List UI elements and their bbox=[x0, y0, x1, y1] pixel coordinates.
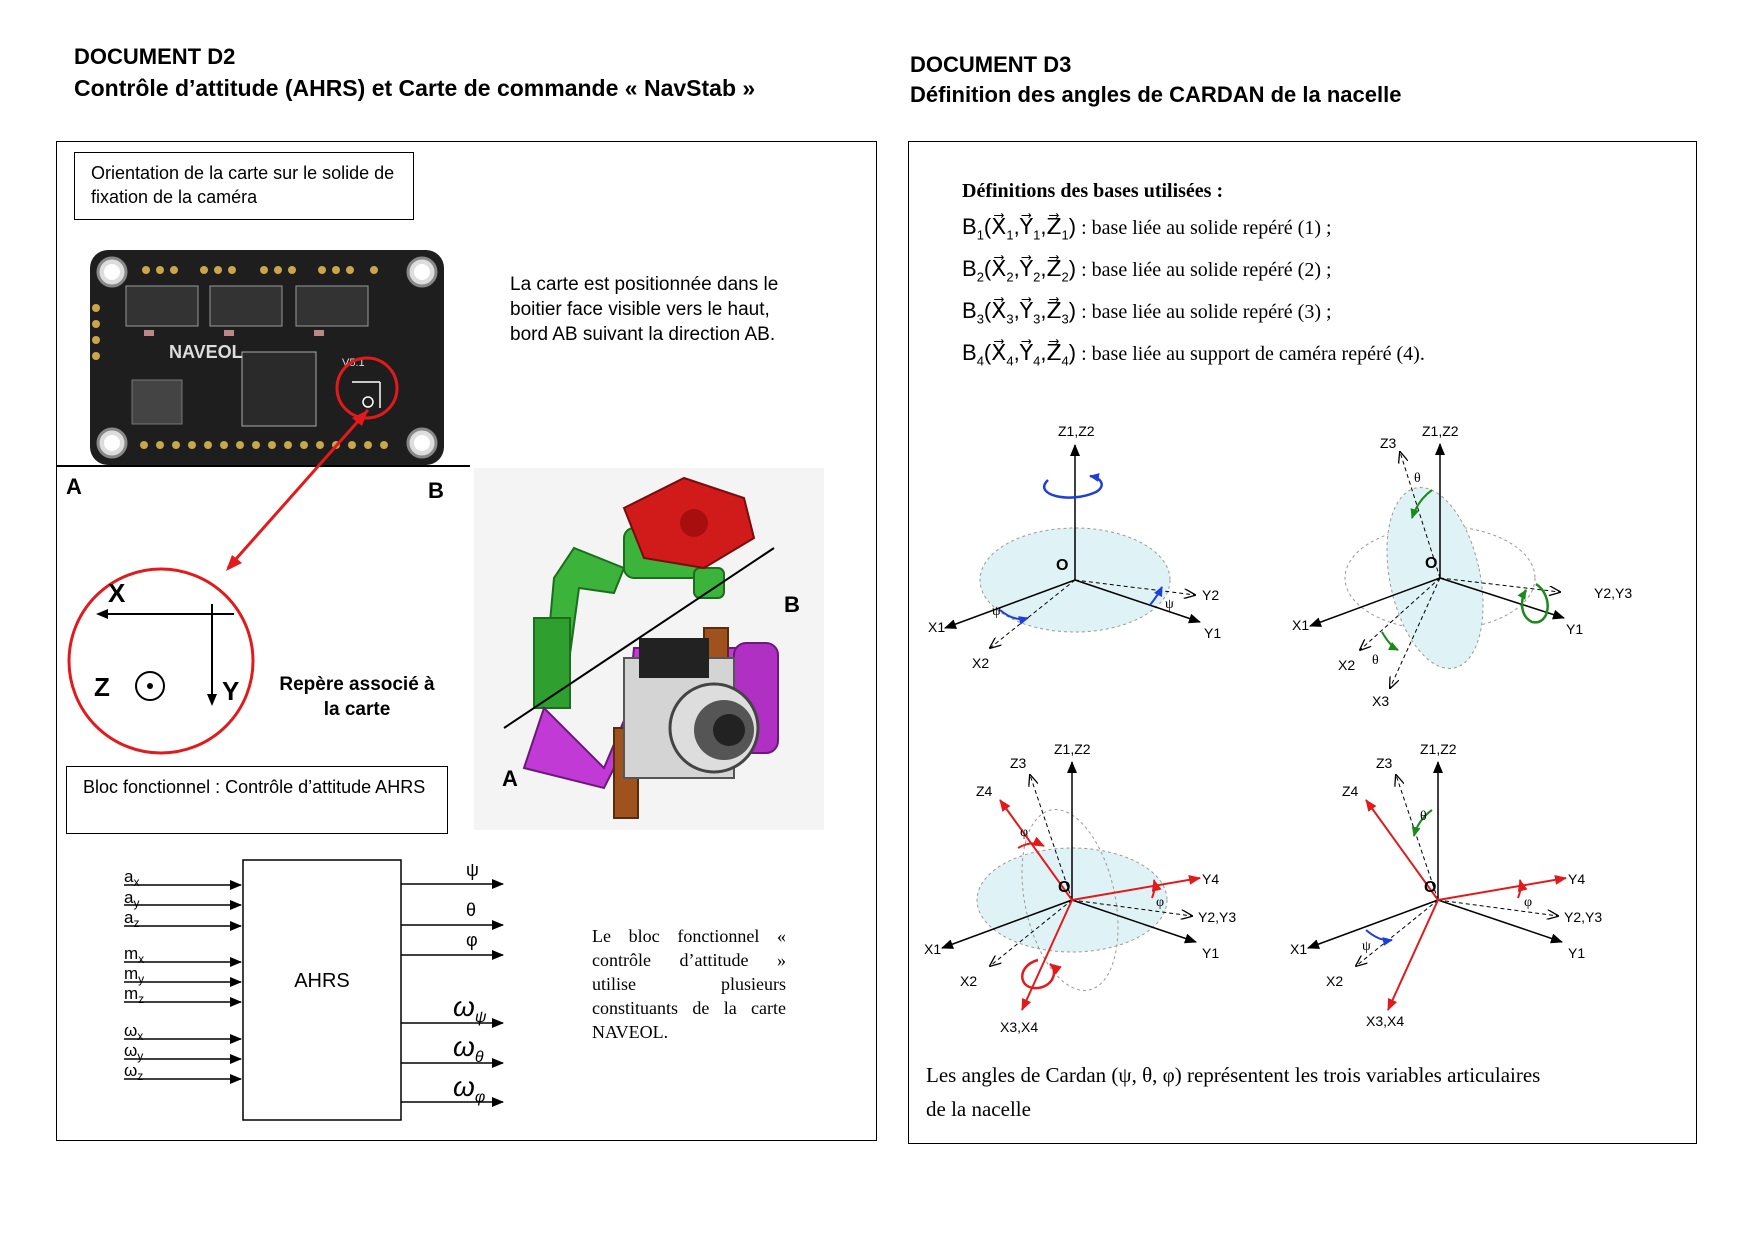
gimbal-illustration bbox=[474, 468, 824, 830]
d1-origin: O bbox=[1056, 557, 1069, 574]
rate-phi: ω bbox=[453, 1071, 475, 1102]
d2-theta-b: θ bbox=[1372, 653, 1379, 668]
d3-x3x4: X3,X4 bbox=[1000, 1019, 1039, 1035]
input-ay: a bbox=[124, 888, 134, 907]
d2-x1: X1 bbox=[1292, 617, 1310, 633]
svg-text:ωφ bbox=[453, 1071, 485, 1106]
d2-z1z2: Z1,Z2 bbox=[1422, 423, 1459, 439]
svg-text:ωy bbox=[124, 1041, 143, 1063]
d3-y1: Y1 bbox=[1202, 945, 1220, 961]
board-description: La carte est positionnée dans le boitier face visible vers le haut, bord AB suivant la direction AB. bbox=[510, 274, 779, 345]
svg-text:ωψ bbox=[453, 991, 487, 1026]
output-theta: θ bbox=[466, 900, 477, 920]
d3-phi-a: φ bbox=[1020, 825, 1029, 840]
d3-x1: X1 bbox=[924, 941, 942, 957]
d4-origin: O bbox=[1424, 879, 1437, 896]
d1-z1z2: Z1,Z2 bbox=[1058, 423, 1095, 439]
input-mz: m bbox=[124, 984, 139, 1003]
d2-title: Contrôle d’attitude (AHRS) et Carte de commande « NavStab » bbox=[74, 75, 756, 101]
d4-x2: X2 bbox=[1326, 973, 1344, 989]
input-mz-sub: z bbox=[138, 992, 145, 1006]
input-wx: ω bbox=[124, 1021, 138, 1040]
d4-x3x4: X3,X4 bbox=[1366, 1013, 1405, 1029]
d3-y2y3: Y2,Y3 bbox=[1198, 909, 1237, 925]
input-az: a bbox=[124, 908, 134, 927]
d2-x3: X3 bbox=[1372, 693, 1390, 709]
d3-phi-b: φ bbox=[1156, 895, 1165, 910]
rate-psi: ω bbox=[453, 991, 475, 1022]
input-my: m bbox=[124, 964, 139, 983]
d1-y1: Y1 bbox=[1204, 625, 1222, 641]
base-row-4: $B_4(X⃗_4,Y⃗_4,Z⃗_4)$ : base liée au support de caméra repéré (4). bbox=[962, 340, 1425, 369]
d4-y4: Y4 bbox=[1568, 871, 1586, 887]
bases-list bbox=[962, 206, 1425, 374]
d4-x1: X1 bbox=[1290, 941, 1308, 957]
axis-x-label: X bbox=[108, 578, 126, 608]
diagram-theta bbox=[1292, 423, 1632, 709]
svg-text:ay bbox=[124, 888, 139, 910]
input-mx: m bbox=[124, 944, 139, 963]
rate-psi-sub: ψ bbox=[474, 1009, 487, 1026]
output-phi: φ bbox=[466, 930, 478, 950]
d1-y2: Y2 bbox=[1202, 587, 1220, 603]
d2-doc-label: DOCUMENT D2 bbox=[74, 44, 236, 69]
ahrs-block-diagram bbox=[110, 856, 530, 1126]
svg-text:ωx bbox=[124, 1021, 143, 1043]
input-wy: ω bbox=[124, 1041, 138, 1060]
d4-z1z2: Z1,Z2 bbox=[1420, 741, 1457, 757]
input-my-sub: y bbox=[138, 972, 145, 986]
input-az-sub: z bbox=[133, 916, 140, 930]
d3-z1z2: Z1,Z2 bbox=[1054, 741, 1091, 757]
rate-theta: ω bbox=[453, 1031, 475, 1062]
svg-text:ax bbox=[124, 867, 139, 889]
d3-z3: Z3 bbox=[1010, 755, 1027, 771]
d1-psi-a: ψ bbox=[992, 604, 1001, 619]
axis-z-label: Z bbox=[94, 672, 110, 702]
d3-x2: X2 bbox=[960, 973, 978, 989]
d4-psi: ψ bbox=[1362, 939, 1371, 954]
d2-theta-a: θ bbox=[1414, 471, 1421, 486]
svg-text:ωθ bbox=[453, 1031, 484, 1066]
bases-heading: Définitions des bases utilisées : bbox=[962, 180, 1224, 202]
d3-doc-label: DOCUMENT D3 bbox=[910, 52, 1072, 77]
orientation-box: Orientation de la carte sur le solide de fixation de la caméra bbox=[74, 152, 414, 220]
d2-origin: O bbox=[1425, 555, 1438, 572]
d3-origin: O bbox=[1058, 879, 1071, 896]
input-wx-sub: x bbox=[137, 1029, 144, 1043]
d1-x1: X1 bbox=[928, 619, 946, 635]
input-wz-sub: z bbox=[137, 1069, 144, 1083]
input-ax: a bbox=[124, 867, 134, 886]
input-mx-sub: x bbox=[138, 952, 145, 966]
d2-y1: Y1 bbox=[1566, 621, 1584, 637]
svg-text:mx bbox=[124, 944, 144, 966]
d2-y2y3: Y2,Y3 bbox=[1594, 585, 1633, 601]
base-row-1: $B_1(X⃗_1,Y⃗_1,Z⃗_1)$ : base liée au solide repéré (1) ; bbox=[962, 214, 1332, 243]
base-row-3: $B_3(X⃗_3,Y⃗_3,Z⃗_3)$ : base liée au solide repéré (3) ; bbox=[962, 298, 1332, 327]
d3-title: Définition des angles de CARDAN de la nacelle bbox=[910, 82, 1402, 107]
diagram-psi bbox=[928, 423, 1221, 671]
label-b-board: B bbox=[428, 478, 444, 503]
d4-y2y3: Y2,Y3 bbox=[1564, 909, 1603, 925]
svg-text:az bbox=[124, 908, 139, 930]
label-a-gimbal: A bbox=[502, 766, 518, 791]
d2-x2: X2 bbox=[1338, 657, 1356, 673]
board-version: V5.1 bbox=[342, 357, 365, 369]
input-ax-sub: x bbox=[133, 875, 140, 889]
cardan-diagrams bbox=[920, 400, 1680, 1040]
repere-caption: Repère associé à la carte bbox=[279, 674, 435, 720]
d4-z3: Z3 bbox=[1376, 755, 1393, 771]
label-a-board: A bbox=[66, 474, 82, 499]
rate-theta-sub: θ bbox=[474, 1049, 484, 1066]
d3-z4: Z4 bbox=[976, 783, 993, 799]
label-b-gimbal: B bbox=[784, 592, 800, 617]
d1-psi-b: ψ bbox=[1165, 597, 1174, 612]
ahrs-label: AHRS bbox=[294, 970, 350, 992]
d1-x2: X2 bbox=[972, 655, 990, 671]
cardan-caption-line2: de la nacelle bbox=[926, 1097, 1031, 1121]
cardan-caption-line1: Les angles de Cardan (ψ, θ, φ) représentent les trois variables articulaires bbox=[926, 1063, 1541, 1087]
svg-text:ωz bbox=[124, 1061, 143, 1083]
svg-text:my bbox=[124, 964, 144, 986]
d4-phi: φ bbox=[1524, 895, 1533, 910]
bloc-description: Le bloc fonctionnel « contrôle d’attitude » utilise plusieurs constituants de la carte NAVEOL. bbox=[592, 926, 786, 1042]
input-ay-sub: y bbox=[133, 896, 140, 910]
d4-y1: Y1 bbox=[1568, 945, 1586, 961]
output-psi: ψ bbox=[466, 860, 479, 880]
axis-y-label: Y bbox=[222, 676, 240, 706]
board-brand: NAVEOL bbox=[169, 342, 243, 362]
diagram-phi bbox=[924, 741, 1236, 1035]
base-row-2: $B_2(X⃗_2,Y⃗_2,Z⃗_2)$ : base liée au solide repéré (2) ; bbox=[962, 256, 1332, 285]
d2-z3: Z3 bbox=[1380, 435, 1397, 451]
d4-z4: Z4 bbox=[1342, 783, 1359, 799]
svg-text:mz bbox=[124, 984, 144, 1006]
rate-phi-sub: φ bbox=[474, 1089, 486, 1106]
input-wy-sub: y bbox=[137, 1049, 144, 1063]
diagram-combined bbox=[1290, 741, 1602, 1029]
bloc-box: Bloc fonctionnel : Contrôle d’attitude AHRS bbox=[66, 766, 448, 834]
d3-y4: Y4 bbox=[1202, 871, 1220, 887]
d4-theta: θ bbox=[1420, 809, 1427, 824]
cardan-caption bbox=[926, 1058, 1540, 1126]
input-wz: ω bbox=[124, 1061, 138, 1080]
